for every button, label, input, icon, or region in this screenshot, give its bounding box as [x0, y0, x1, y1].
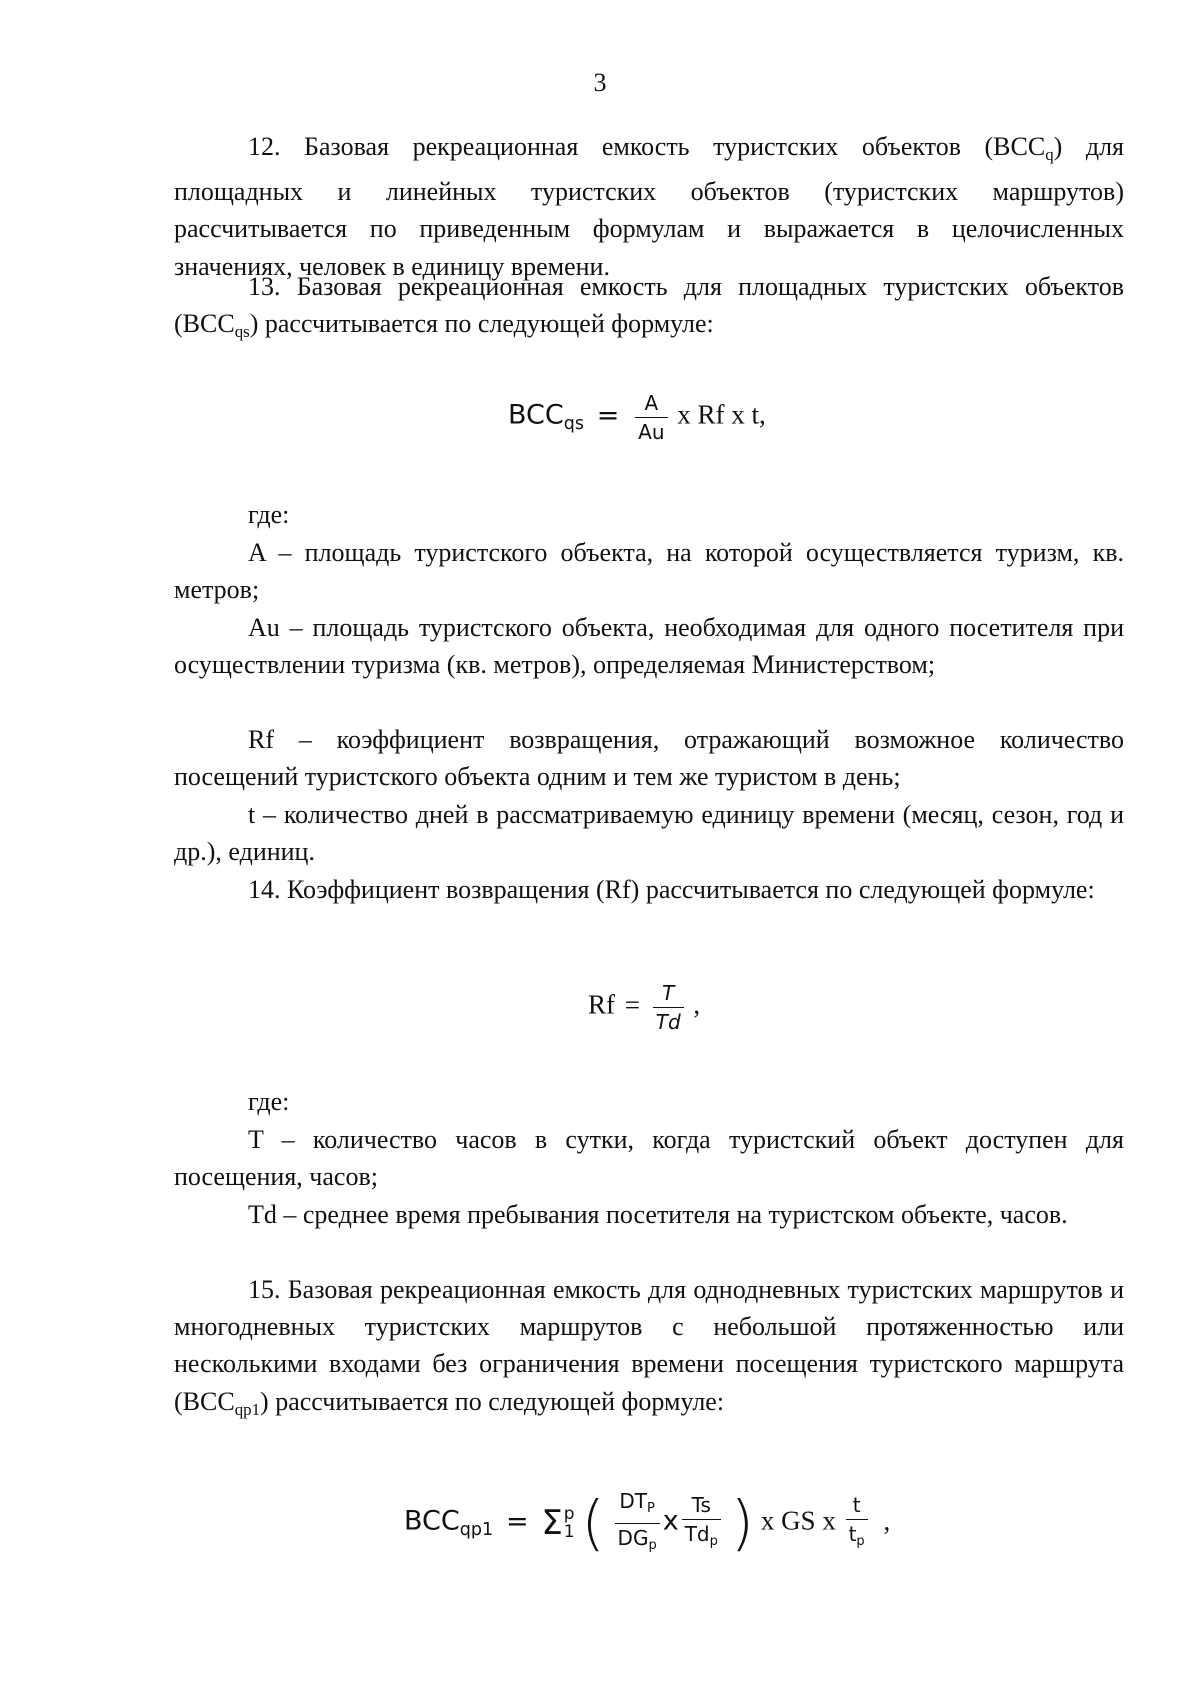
- formula-3-f1-numerator: [615, 1488, 660, 1524]
- formula-3-f3-denominator-sub: p: [856, 1533, 865, 1549]
- formula-1-rest: x Rf x t,: [677, 399, 766, 430]
- formula-3-f1-denominator: [615, 1524, 660, 1559]
- paragraph-13-text: 13. Базовая рекреационная емкость для площадных туристских объектов (BCC: [174, 272, 1124, 339]
- paragraph-14: 14. Коэффициент возвращения (Rf) рассчитывается по следующей формуле:: [248, 875, 1095, 904]
- sum-upper-limit: p: [563, 1504, 575, 1525]
- definition-T: T – количество часов в сутки, когда туристский объект доступен для посещения, часов;: [174, 1125, 1124, 1192]
- paragraph-13-subscript: qs: [234, 322, 250, 342]
- definition-A: A – площадь туристского объекта, на которой осуществляется туризм, кв. метров;: [174, 538, 1124, 605]
- paragraph-12-text-rest: ) для площадных и линейных туристских объектов (туристских маршрутов) рассчитывается по приведенным формулам и выражается в целочисленных значениях, человек в единицу времени.: [174, 132, 1125, 281]
- formula-1-lhs-subscript: qs: [563, 413, 585, 434]
- formula-3-f2-numerator: Ts: [682, 1492, 721, 1520]
- definition-Rf: Rf – коэффициент возвращения, отражающий возможное количество посещений туристского объекта одним и тем же туристом в день;: [174, 725, 1124, 792]
- formula-2-denominator: Td: [655, 1010, 681, 1034]
- left-paren: (: [581, 1488, 605, 1559]
- paragraph-15-text: 15. Базовая рекреационная емкость для однодневных туристских маршрутов и многодневных туристских маршрутов с небольшой протяженностью или несколькими входами без ограничения времени посещения туристского маршрута (BCC: [174, 1275, 1124, 1416]
- formula-bcc-qp1: [404, 1488, 890, 1559]
- formula-3-f2-denominator: [682, 1520, 721, 1555]
- definition-t: t – количество дней в рассматриваемую единицу времени (месяц, сезон, год и др.), единиц.: [174, 800, 1124, 867]
- formula-3-rest: ,: [883, 1505, 891, 1536]
- formula-3-fraction-t: [846, 1492, 868, 1555]
- formula-3-lhs-subscript: qp1: [459, 1519, 494, 1540]
- paragraph-15: [174, 1271, 1124, 1428]
- formula-3-times: x: [662, 1505, 679, 1537]
- paragraph-12-subscript: q: [1045, 145, 1054, 165]
- formula-2-fraction: [653, 980, 684, 1035]
- formula-2-numerator: T: [653, 980, 684, 1008]
- formula-3-f2-denominator-sub: p: [709, 1533, 718, 1549]
- where-label-1: где:: [248, 500, 290, 529]
- paragraph-13: [174, 268, 1124, 350]
- formula-1-equals: =: [596, 399, 620, 431]
- sum-lower-limit: 1: [563, 1522, 575, 1543]
- formula-1-denominator: Au: [638, 420, 665, 444]
- formula-rf: [588, 980, 700, 1035]
- formula-3-lhs: BCC: [404, 1505, 460, 1537]
- formula-3-f3-numerator: t: [846, 1492, 868, 1520]
- sum-limits: [564, 1505, 575, 1541]
- formula-1-lhs: BCC: [508, 399, 564, 431]
- definition-Au: Au – площадь туристского объекта, необходимая для одного посетителя при осуществлении туризма (кв. метров), определяемая Министерством;: [174, 613, 1124, 680]
- paragraph-15-subscript: qp1: [234, 1399, 261, 1419]
- formula-bcc-qs: [508, 390, 766, 445]
- paragraph-12-text: 12. Базовая рекреационная емкость туристских объектов (BCC: [248, 132, 1046, 161]
- formula-2-equals: =: [624, 989, 640, 1020]
- paragraph-12: [174, 128, 1124, 285]
- definition-Td: Td – среднее время пребывания посетителя на туристском объекте, часов.: [248, 1200, 1068, 1229]
- formula-3-fraction-dt: [615, 1488, 660, 1559]
- formula-2-rest: ,: [693, 989, 701, 1020]
- formula-3-f1-numerator-sub: P: [647, 1500, 655, 1516]
- page-number: 3: [593, 68, 607, 97]
- formula-3-fraction-ts: [682, 1492, 721, 1555]
- formula-3-f2-denominator-text: Td: [684, 1521, 710, 1546]
- formula-2-lhs: Rf: [588, 989, 615, 1020]
- paragraph-13-text-rest: ) рассчитывается по следующей формуле:: [249, 309, 714, 339]
- where-label-2: где:: [248, 1087, 290, 1116]
- formula-3-f1-denominator-text: DG: [617, 1525, 649, 1550]
- formula-3-f1-denominator-sub: p: [648, 1537, 657, 1553]
- paragraph-15-text-rest: ) рассчитывается по следующей формуле:: [260, 1386, 725, 1416]
- formula-3-f3-denominator-text: t: [848, 1521, 857, 1546]
- formula-1-numerator: A: [635, 390, 667, 418]
- formula-3-f3-denominator: [846, 1520, 868, 1555]
- formula-3-middle: x GS x: [760, 1505, 836, 1536]
- formula-3-f1-numerator-text: DT: [619, 1489, 648, 1513]
- right-paren: ): [730, 1488, 755, 1559]
- formula-3-equals: =: [505, 1505, 529, 1537]
- formula-1-fraction: [635, 390, 667, 445]
- sum-symbol: Σ: [541, 1503, 563, 1544]
